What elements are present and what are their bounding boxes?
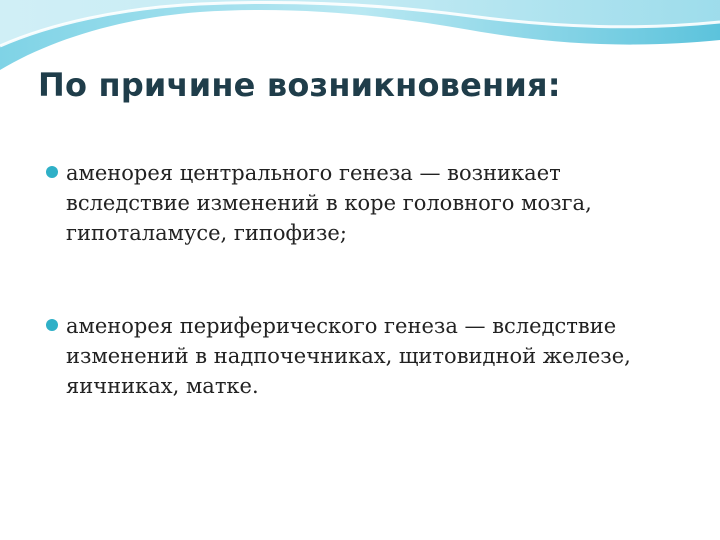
bullet-text: аменорея периферического генеза — вследствие изменений в надпочечниках, щитовидной железе, яичниках, матке. — [66, 314, 631, 398]
slide-title: По причине возникновения: — [38, 66, 561, 104]
bullet-text: аменорея центрального генеза — возникает вследствие изменений в коре головного мозга, гипоталамусе, гипофизе; — [66, 161, 592, 245]
bullet-item-central — [44, 158, 684, 248]
bullet-dot-icon — [46, 319, 58, 331]
bullet-list — [44, 158, 684, 401]
bullet-dot-icon — [46, 166, 58, 178]
bullet-item-peripheral — [44, 311, 684, 401]
